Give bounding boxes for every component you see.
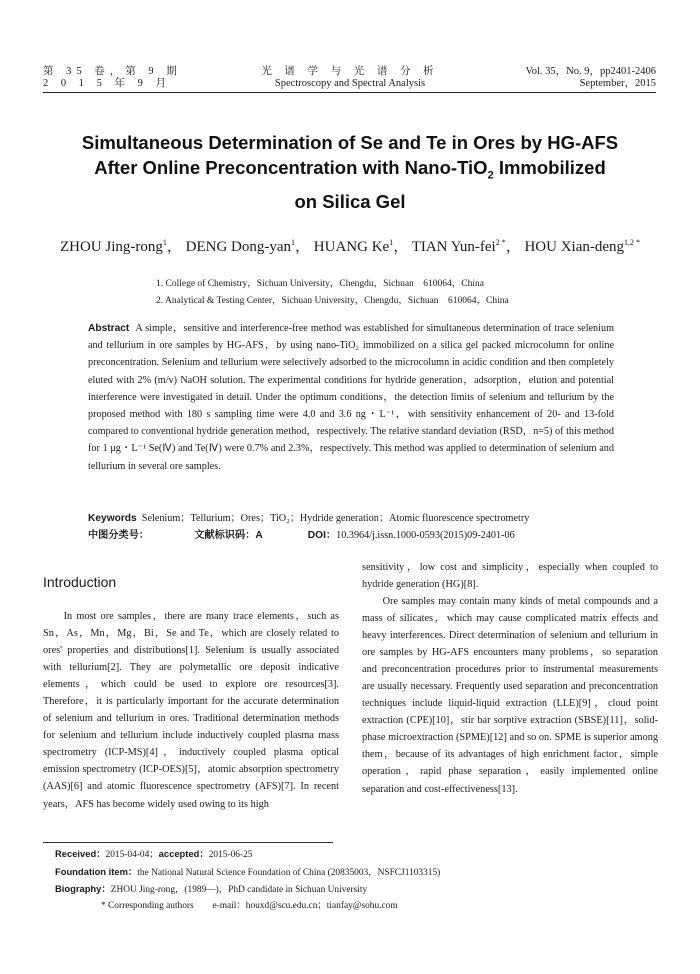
affiliation-1: 1. College of Chemistry，Sichuan University，Chengdu，Sichuan 610064，China: [156, 279, 484, 289]
paper-title: [60, 130, 640, 214]
author: HUANG Ke$^1$: [313, 238, 394, 255]
affiliation-2: 2. Analytical & Testing Center，Sichuan University，Chengdu，Sichuan 610064，China: [156, 296, 509, 306]
keywords-line: [88, 510, 614, 527]
intro-paragraph-1-continued: sensitivity，low cost and simplicity，especially when coupled to hydride generation (HG)[8].: [362, 562, 658, 591]
title-line-2: After Online Preconcentration with Nano-TiO$_2$ Immobilized: [94, 157, 606, 182]
abstract-label: Abstract: [88, 323, 130, 334]
running-header-center: [200, 66, 500, 90]
classification-line: [88, 527, 614, 544]
author: ZHOU Jing-rong$^1$: [59, 238, 167, 255]
footnote-rule: [43, 842, 333, 843]
abstract-text: A simple，sensitive and interference-free method was established for simultaneous determination of trace selenium and tellurium in ore samples by HG-AFS，by using nano-TiO₂ immobilized on a silica gel packed microcolumn for online preconcentration. Selenium and tellurium were selectively adsorbed to the microcolumn in acidic condition and then completely eluted with 2% (m/v) NaOH solution. The experimental conditions for hydride generation，adsorption，elution and potential interference were investigated in detail. Under the optimum conditions，the detection limits of selenium and tellurium by the proposed method with 180 s sampling time were 4.0 and 3.6 ng・L⁻¹，with sensitivity enhancement of 20- and 13-fold compared to conventional hydride generation method，respectively. The relative standard deviation (RSD，n=5) of this method for 1 μg・L⁻¹ Se(Ⅳ) and Te(Ⅳ) were 0.7% and 2.3%，respectively. This method was applied to determination of selenium and tellurium in several ore samples.: [88, 323, 614, 472]
author: HOU Xian-deng$^{1,2 *}$: [524, 238, 641, 255]
intro-paragraph-1: In most ore samples，there are many trace elements，such as Sn，As，Mn，Mg，Bi，Se and Te，which are closely related to ores' properties and distributions[1]. Selenium is usually associated with tellurium[2]. They are polymetallic ore deposit indicative elements，which could be used to explore ore resources[3]. Therefore，it is particularly important for the accurate determination of selenium and tellurium in ores. Traditional determination methods for selenium and tellurium include inductively coupled plasma mass spectrometry (ICP-MS)[4]，inductively coupled plasma optical emission spectrometry (ICP-OES)[5]，atomic absorption spectrometry (AAS)[6] and atomic fluorescence spectrometry (AFS)[7]. In recent years，AFS has become widely used owing to its high: [43, 611, 339, 810]
author: DENG Dong-yan$^1$: [185, 238, 296, 255]
title-line-1: Simultaneous Determination of Se and Te in Ores by HG-AFS: [81, 132, 619, 153]
section-heading-introduction: Introduction: [43, 574, 117, 590]
volume-pages: Vol. 35，No. 9，pp2401-2406: [525, 66, 656, 77]
intro-paragraph-2: Ore samples may contain many kinds of metal compounds and a mass of silicates，which may cause complicated matrix effects and heavy interferences. Direct determination of selenium and tellurium in ore samples by HG-AFS encounters many problems，so separation and preconcentration procedures prior to instrumental measurements are usually necessary. Frequently used separation and preconcentration techniques include liquid-liquid extraction (LLE)[9]，cloud point extraction (CPE)[10]，stir bar sorptive extraction (SBSE)[11]，solid-phase microextraction (SPME)[12] and so on. SPME is superior among them，because of its advantages of high enrichment factor，simple operation，rapid phase separation，easily implemented online separation and cost-effectiveness[13].: [362, 596, 658, 795]
running-header-right: [526, 66, 656, 90]
volume-issue-cn: 第 35 卷，第 9 期: [43, 66, 182, 77]
affiliations: [156, 276, 509, 310]
keywords-block: [88, 510, 614, 544]
clc-label: 中图分类号：: [88, 530, 150, 541]
running-header-left: [43, 66, 182, 90]
doi-link[interactable]: 10.3964/j.issn.1000-0593(2015)09-2401-06: [336, 530, 515, 541]
title-line-3: on Silica Gel: [294, 190, 406, 212]
journal-name-cn: 光 谱 学 与 光 谱 分 析: [261, 66, 439, 77]
journal-name-en: Spectroscopy and Spectral Analysis: [274, 78, 426, 89]
doi-label: DOI：: [307, 530, 337, 541]
keywords-text: Selenium；Tellurium；Ores；TiO₂；Hydride generation；Atomic fluorescence spectrometry: [141, 513, 530, 524]
received-line: Received：2015-04-04；accepted：2015-06-25: [55, 848, 253, 860]
date-cn: 2 0 1 5 年 9 月: [43, 78, 171, 89]
foundation-line: Foundation item：the National Natural Science Foundation of China (20835003，NSFCJ1103315): [55, 865, 441, 878]
biography-line: Biography：ZHOU Jing-rong，(1989—)，PhD candidate in Sichuan University: [55, 883, 368, 895]
keywords-label: Keywords: [88, 513, 137, 524]
author-list: ZHOU Jing-rong$^1$， DENG Dong-yan$^1$， HUANG Ke$^1$， TIAN Yun-fei$^{2 *}$， HOU Xian-deng$^{1,2 *}$: [59, 238, 641, 255]
doc-code-label: 文献标识码：A: [194, 530, 263, 541]
corresponding-line: * Corresponding authors e-mail：houxd@scu.edu.cn；tianfay@sohu.com: [101, 900, 398, 911]
author: TIAN Yun-fei$^{2 *}$: [411, 238, 506, 255]
footnotes: [55, 846, 440, 914]
abstract: [88, 320, 614, 475]
header-rule: [43, 92, 656, 93]
issue-date: September，2015: [579, 78, 656, 89]
